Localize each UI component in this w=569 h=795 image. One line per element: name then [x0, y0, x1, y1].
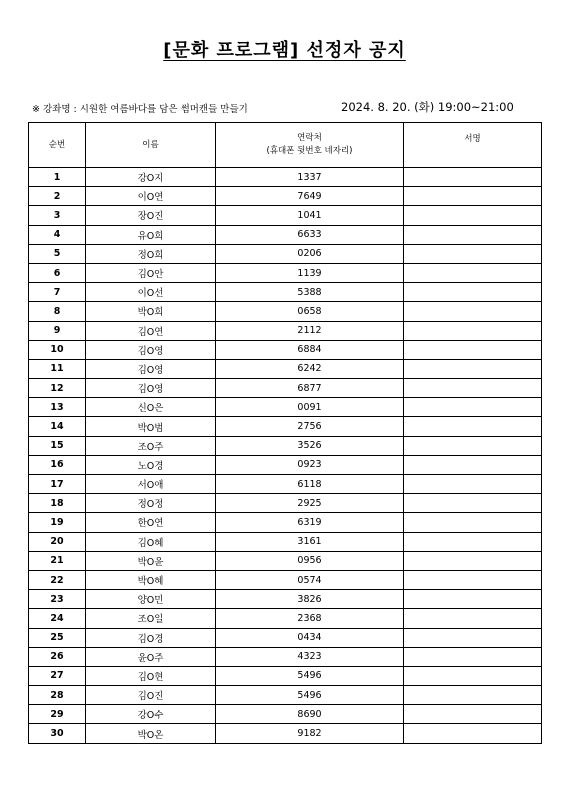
page-title-text: [문화 프로그램] 선정자 공지	[163, 40, 406, 61]
row-phone: 2925	[216, 494, 404, 513]
row-number: 5	[29, 244, 86, 263]
header-contact	[216, 123, 404, 168]
row-number: 14	[29, 417, 86, 436]
row-signature[interactable]	[404, 436, 542, 455]
row-name: 박O범	[86, 417, 216, 436]
row-phone: 6242	[216, 359, 404, 378]
row-name: 강O지	[86, 168, 216, 187]
table-row	[29, 570, 542, 589]
row-number: 27	[29, 666, 86, 685]
header-no: 순번	[29, 123, 86, 168]
row-phone: 2112	[216, 321, 404, 340]
table-row	[29, 609, 542, 628]
row-name: 김O현	[86, 666, 216, 685]
row-name: 박O온	[86, 724, 216, 743]
row-number: 17	[29, 475, 86, 494]
row-signature[interactable]	[404, 705, 542, 724]
row-name: 박O혜	[86, 570, 216, 589]
table-row	[29, 436, 542, 455]
table-row	[29, 494, 542, 513]
page-title	[0, 36, 569, 62]
table-row	[29, 551, 542, 570]
row-signature[interactable]	[404, 206, 542, 225]
table-row	[29, 168, 542, 187]
row-phone: 1139	[216, 263, 404, 282]
table-row	[29, 379, 542, 398]
row-phone: 2756	[216, 417, 404, 436]
table-row	[29, 340, 542, 359]
row-number: 21	[29, 551, 86, 570]
table-row	[29, 705, 542, 724]
header-signature: 서명	[404, 123, 542, 168]
row-phone: 5388	[216, 283, 404, 302]
row-signature[interactable]	[404, 321, 542, 340]
row-phone: 0434	[216, 628, 404, 647]
table-row	[29, 513, 542, 532]
row-number: 7	[29, 283, 86, 302]
table-body	[29, 168, 542, 744]
row-phone: 5496	[216, 686, 404, 705]
table-row	[29, 398, 542, 417]
row-name: 서O애	[86, 475, 216, 494]
table-row	[29, 590, 542, 609]
row-name: 노O경	[86, 455, 216, 474]
row-phone: 6884	[216, 340, 404, 359]
row-name: 김O연	[86, 321, 216, 340]
table-row	[29, 666, 542, 685]
row-signature[interactable]	[404, 455, 542, 474]
row-name: 김O혜	[86, 532, 216, 551]
row-number: 9	[29, 321, 86, 340]
row-number: 1	[29, 168, 86, 187]
row-number: 11	[29, 359, 86, 378]
row-number: 12	[29, 379, 86, 398]
row-number: 22	[29, 570, 86, 589]
row-number: 30	[29, 724, 86, 743]
row-signature[interactable]	[404, 340, 542, 359]
lecture-datetime: 2024. 8. 20. (화) 19:00~21:00	[341, 100, 514, 114]
row-number: 28	[29, 686, 86, 705]
row-name: 이O선	[86, 283, 216, 302]
table-row	[29, 263, 542, 282]
row-number: 26	[29, 647, 86, 666]
row-phone: 6877	[216, 379, 404, 398]
row-phone: 1041	[216, 206, 404, 225]
table-row	[29, 724, 542, 743]
row-signature[interactable]	[404, 494, 542, 513]
row-number: 25	[29, 628, 86, 647]
row-signature[interactable]	[404, 551, 542, 570]
participant-table	[28, 122, 542, 744]
row-phone: 0206	[216, 244, 404, 263]
row-number: 10	[29, 340, 86, 359]
row-phone: 0091	[216, 398, 404, 417]
row-name: 정O정	[86, 494, 216, 513]
row-signature[interactable]	[404, 532, 542, 551]
row-number: 8	[29, 302, 86, 321]
row-signature[interactable]	[404, 666, 542, 685]
table-row	[29, 455, 542, 474]
table-row	[29, 244, 542, 263]
table-row	[29, 686, 542, 705]
row-phone: 6633	[216, 225, 404, 244]
row-signature[interactable]	[404, 263, 542, 282]
row-number: 18	[29, 494, 86, 513]
row-phone: 1337	[216, 168, 404, 187]
row-signature[interactable]	[404, 283, 542, 302]
row-phone: 6319	[216, 513, 404, 532]
row-number: 16	[29, 455, 86, 474]
row-phone: 6118	[216, 475, 404, 494]
header-contact-line2: (휴대폰 뒷번호 네자리)	[266, 146, 353, 156]
row-signature[interactable]	[404, 686, 542, 705]
row-signature[interactable]	[404, 724, 542, 743]
row-name: 한O연	[86, 513, 216, 532]
row-phone: 8690	[216, 705, 404, 724]
table-row	[29, 628, 542, 647]
row-signature[interactable]	[404, 302, 542, 321]
row-signature[interactable]	[404, 417, 542, 436]
row-name: 김O안	[86, 263, 216, 282]
row-name: 김O영	[86, 340, 216, 359]
row-phone: 4323	[216, 647, 404, 666]
row-signature[interactable]	[404, 570, 542, 589]
row-name: 정O희	[86, 244, 216, 263]
table-row	[29, 187, 542, 206]
row-number: 24	[29, 609, 86, 628]
table-row	[29, 647, 542, 666]
row-signature[interactable]	[404, 244, 542, 263]
row-name: 양O민	[86, 590, 216, 609]
row-number: 2	[29, 187, 86, 206]
row-signature[interactable]	[404, 628, 542, 647]
row-name: 김O진	[86, 686, 216, 705]
row-name: 유O희	[86, 225, 216, 244]
row-number: 19	[29, 513, 86, 532]
row-signature[interactable]	[404, 187, 542, 206]
row-signature[interactable]	[404, 168, 542, 187]
row-number: 23	[29, 590, 86, 609]
row-name: 윤O주	[86, 647, 216, 666]
row-name: 장O진	[86, 206, 216, 225]
table-row	[29, 321, 542, 340]
row-number: 3	[29, 206, 86, 225]
row-signature[interactable]	[404, 513, 542, 532]
row-signature[interactable]	[404, 590, 542, 609]
table-row	[29, 225, 542, 244]
row-number: 4	[29, 225, 86, 244]
row-phone: 9182	[216, 724, 404, 743]
row-name: 강O수	[86, 705, 216, 724]
table-row	[29, 475, 542, 494]
header-contact-line1: 연락처	[297, 133, 322, 143]
row-name: 조O일	[86, 609, 216, 628]
table-row	[29, 417, 542, 436]
row-number: 13	[29, 398, 86, 417]
row-phone: 3161	[216, 532, 404, 551]
row-signature[interactable]	[404, 379, 542, 398]
row-signature[interactable]	[404, 647, 542, 666]
row-name: 신O은	[86, 398, 216, 417]
lecture-name: ※ 강좌명 : 시원한 여름바다를 담은 썸머캔들 만들기	[32, 104, 248, 115]
row-name: 이O연	[86, 187, 216, 206]
row-number: 6	[29, 263, 86, 282]
table-row	[29, 532, 542, 551]
row-phone: 0658	[216, 302, 404, 321]
row-signature[interactable]	[404, 475, 542, 494]
row-name: 김O영	[86, 379, 216, 398]
row-number: 29	[29, 705, 86, 724]
table-row	[29, 283, 542, 302]
row-name: 김O경	[86, 628, 216, 647]
row-name: 조O주	[86, 436, 216, 455]
table-row	[29, 302, 542, 321]
row-phone: 7649	[216, 187, 404, 206]
row-name: 김O영	[86, 359, 216, 378]
row-phone: 5496	[216, 666, 404, 685]
table-row	[29, 206, 542, 225]
row-name: 박O희	[86, 302, 216, 321]
row-signature[interactable]	[404, 359, 542, 378]
row-phone: 2368	[216, 609, 404, 628]
row-phone: 0923	[216, 455, 404, 474]
row-phone: 3526	[216, 436, 404, 455]
table-row	[29, 359, 542, 378]
row-phone: 0574	[216, 570, 404, 589]
row-phone: 0956	[216, 551, 404, 570]
row-signature[interactable]	[404, 398, 542, 417]
row-number: 15	[29, 436, 86, 455]
table-header-row	[29, 123, 542, 168]
header-name: 이름	[86, 123, 216, 168]
row-signature[interactable]	[404, 609, 542, 628]
row-name: 박O윤	[86, 551, 216, 570]
row-phone: 3826	[216, 590, 404, 609]
row-number: 20	[29, 532, 86, 551]
row-signature[interactable]	[404, 225, 542, 244]
